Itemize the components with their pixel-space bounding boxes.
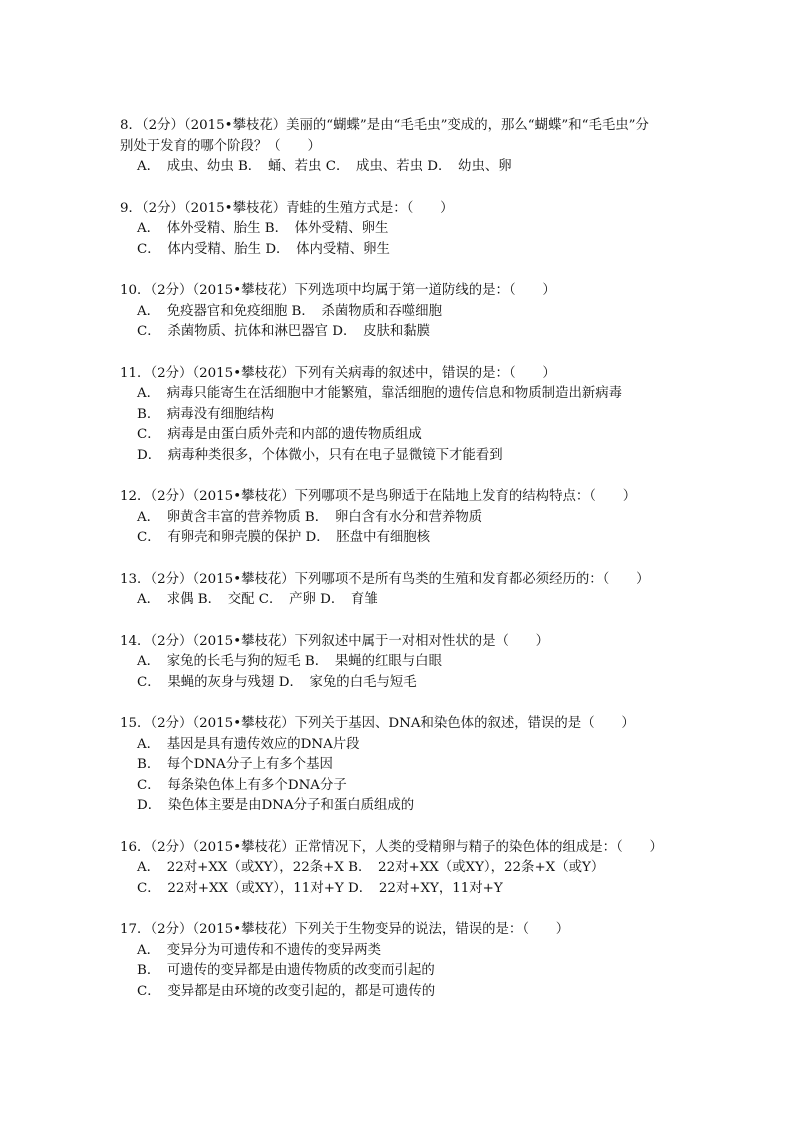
option-line: C． 病毒是由蛋白质外壳和内部的遗传物质组成 [137,427,422,442]
option-line: C． 22对+XX（或XY），11对+Y D． 22对+XY，11对+Y [137,880,503,896]
option-line: A． 免疫器官和免疫细胞 B． 杀菌物质和吞噬细胞 [137,303,442,319]
question-stem: 16．（2分）（2015•攀枝花）正常情况下，人类的受精卵与精子的染色体的组成是：（ ） [120,839,663,855]
question-11 [120,364,700,467]
question-stem: 8．（2分）（2015•攀枝花）美丽的“蝴蝶”是由“毛毛虫”变成的，那么“蝴蝶”和“毛毛虫”分 [120,118,649,133]
question-15 [120,714,700,817]
question-stem: 15．（2分）（2015•攀枝花）下列关于基因、DNA和染色体的叙述，错误的是（ ） [120,716,635,731]
option-line: B． 可遗传的变异都是由遗传物质的改变而引起的 [137,963,435,978]
option-line: D． 病毒种类很多，个体微小，只有在电子显微镜下才能看到 [137,447,503,463]
option-line: C． 有卵壳和卵壳膜的保护 D． 胚盘中有细胞核 [137,530,431,545]
question-16 [120,838,700,900]
question-stem: 13．（2分）（2015•攀枝花）下列哪项不是所有鸟类的生殖和发育都必须经历的：（ ） [120,571,650,587]
question-stem: 11．（2分）（2015•攀枝花）下列有关病毒的叙述中，错误的是：（ ） [120,365,556,381]
option-line: A． 22对+XX（或XY），22条+X B． 22对+XX（或XY），22条+X（或Y） [137,860,605,875]
option-line: A． 病毒只能寄生在活细胞中才能繁殖，靠活细胞的遗传信息和物质制造出新病毒 [137,386,623,401]
question-10 [120,281,700,343]
option-line: A． 求偶 B． 交配 C． 产卵 D． 育雏 [137,592,378,607]
question-17 [120,920,700,1002]
question-stem: 9．（2分）（2015•攀枝花）青蛙的生殖方式是：（ ） [120,200,454,216]
option-line: C． 变异都是由环境的改变引起的，都是可遗传的 [137,983,436,999]
option-line: C． 每条染色体上有多个DNA分子 [137,777,347,793]
question-stem: 12．（2分）（2015•攀枝花）下列哪项不是鸟卵适于在陆地上发育的结构特点：（ ） [120,489,637,504]
option-line: B． 病毒没有细胞结构 [137,406,275,422]
option-line: B． 每个DNA分子上有多个基因 [137,757,333,772]
option-line: D． 染色体主要是由DNA分子和蛋白质组成的 [137,798,415,813]
question-8 [120,116,700,178]
question-13 [120,570,700,611]
question-14 [120,632,700,694]
question-stem: 17．（2分）（2015•攀枝花）下列关于生物变异的说法，错误的是：（ ） [120,922,570,937]
question-stem-continued: 别处于发育的哪个阶段？（ ） [120,138,321,154]
exam-page [120,116,700,1023]
question-stem: 10．（2分）（2015•攀枝花）下列选项中均属于第一道防线的是：（ ） [120,283,556,298]
option-line: C． 杀菌物质、抗体和淋巴器官 D． 皮肤和黏膜 [137,324,431,339]
question-12 [120,487,700,549]
option-line: C． 体内受精、胎生 D． 体内受精、卵生 [137,241,390,257]
option-line: A． 基因是具有遗传效应的DNA片段 [137,736,360,752]
option-line: C． 果蝇的灰身与残翅 D． 家兔的白毛与短毛 [137,674,417,690]
option-line: A． 卵黄含丰富的营养物质 B． 卵白含有水分和营养物质 [137,509,483,525]
question-stem: 14．（2分）（2015•攀枝花）下列叙述中属于一对相对性状的是（ ） [120,633,550,649]
option-line: A． 变异分为可遗传和不遗传的变异两类 [137,942,382,958]
option-line: A． 体外受精、胎生 B． 体外受精、卵生 [137,221,389,236]
question-9 [120,199,700,261]
option-line: A． 成虫、幼虫 B． 蛹、若虫 C． 成虫、若虫 D． 幼虫、卵 [137,159,512,174]
option-line: A． 家兔的长毛与狗的短毛 B． 果蝇的红眼与白眼 [137,654,442,669]
